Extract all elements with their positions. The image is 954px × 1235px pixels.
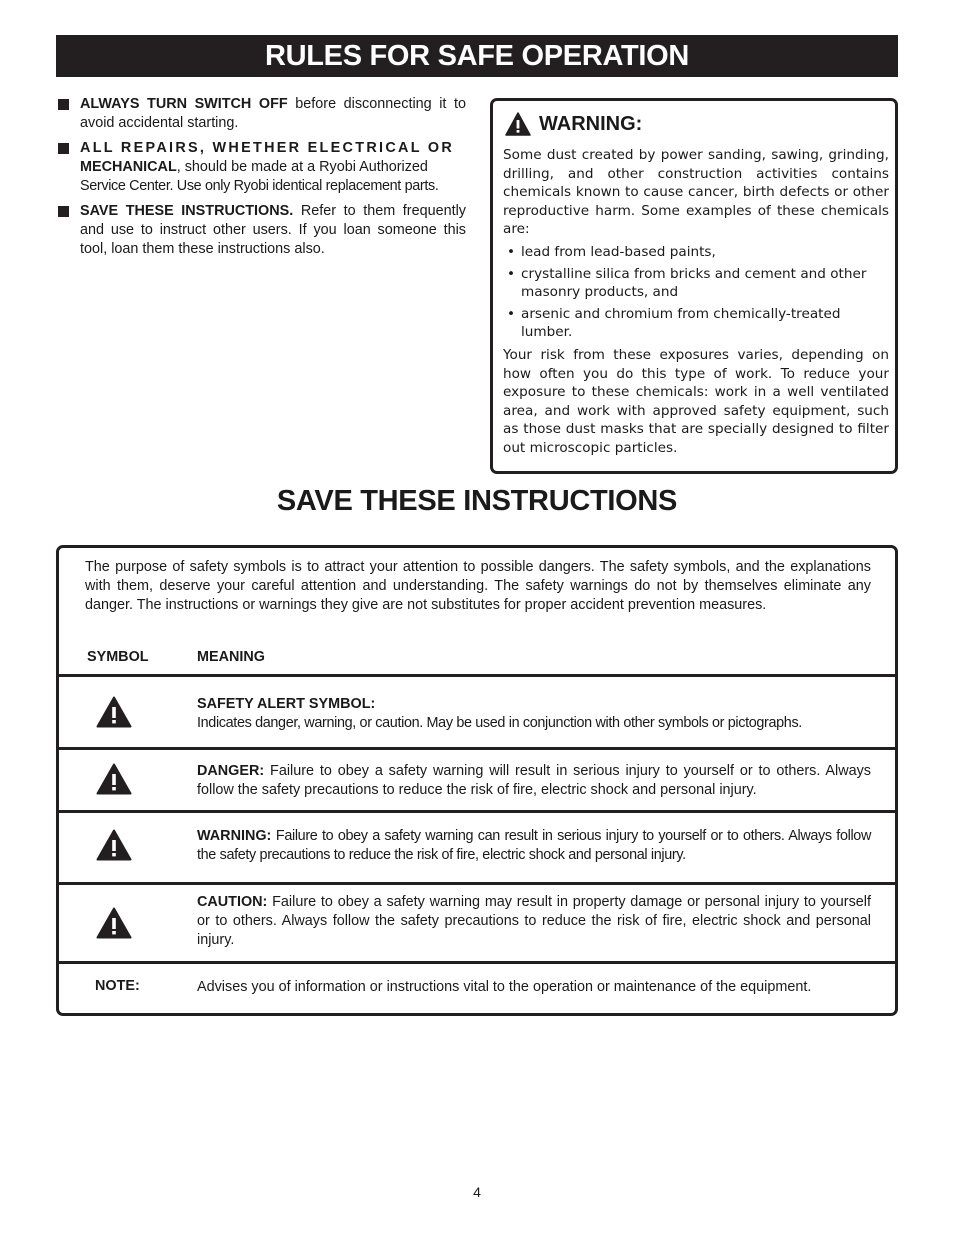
- warning-box: [490, 98, 898, 474]
- save-instructions-title: SAVE THESE INSTRUCTIONS: [276, 485, 678, 517]
- rule-bold-text: ALL REPAIRS, WHETHER ELECTRICAL OR: [80, 140, 455, 156]
- square-bullet-icon: [58, 143, 69, 154]
- column-header-symbol: SYMBOL: [87, 649, 149, 665]
- warning-intro: Some dust created by power sanding, sawing, grinding, drilling, and other construction activities contains chemicals known to cause cancer, birth defects or other reproductive harm. Some examples of these chemicals are:: [503, 147, 889, 238]
- rule-bold-text: SAVE THESE INSTRUCTIONS.: [80, 203, 294, 219]
- safety-alert-icon: [96, 696, 132, 728]
- rule-item: [58, 139, 466, 196]
- symbol-row-description: Failure to obey a safety warning may result in property damage or personal injury to yourself or to others. Always follow the safety precautions to reduce the risk of fire, electric shock and personal injury.: [197, 894, 871, 948]
- symbol-row-text: [197, 827, 871, 865]
- rule-text: , should be made at a Ryobi Authorized: [176, 159, 428, 175]
- warning-list-item: • lead from lead-based paints,: [503, 243, 889, 262]
- symbol-row-label: CAUTION:: [197, 894, 268, 910]
- rules-list: [58, 95, 466, 265]
- rule-text: Refer to them frequently and use to instruct other users. If you loan someone this tool, loan them these instructions also.: [80, 203, 467, 257]
- warning-heading: [505, 112, 642, 136]
- note-text: Advises you of information or instructions vital to the operation or maintenance of the equipment.: [197, 979, 812, 995]
- symbol-row-text: [197, 695, 871, 733]
- symbols-intro: The purpose of safety symbols is to attract your attention to possible dangers. The safety symbols, and the explanations with them, deserve your careful attention and understanding. The safety warnings do not by themselves eliminate any danger. The instructions or warnings they give are not substitutes for proper accident prevention measures.: [85, 559, 871, 613]
- page-number: 4: [473, 1184, 481, 1200]
- rule-item: [58, 202, 466, 259]
- symbol-row-description: Failure to obey a safety warning can result in serious injury to yourself or to others. Always follow the safety precautions to reduce the risk of fire, electric shock and personal injury.: [197, 828, 871, 863]
- symbol-row-label: SAFETY ALERT SYMBOL:: [197, 696, 376, 712]
- warning-list-item: • crystalline silica from bricks and cement and other masonry products, and: [503, 265, 889, 302]
- row-divider: [59, 674, 895, 677]
- safety-alert-icon: [96, 829, 132, 861]
- page-header-banner: [56, 35, 898, 77]
- row-divider: [59, 747, 895, 750]
- note-label: NOTE:: [95, 978, 140, 994]
- symbol-row-text: [197, 762, 871, 800]
- rule-bold-text: ALWAYS TURN SWITCH OFF: [80, 96, 288, 112]
- warning-body: [503, 146, 889, 458]
- page-title: RULES FOR SAFE OPERATION: [264, 40, 690, 72]
- warning-list-item: • arsenic and chromium from chemically-treated lumber.: [503, 305, 889, 342]
- row-divider: [59, 961, 895, 964]
- warning-heading-text: WARNING:: [539, 112, 643, 135]
- safety-alert-icon: [96, 763, 132, 795]
- safety-alert-icon: [96, 907, 132, 939]
- square-bullet-icon: [58, 206, 69, 217]
- column-header-meaning: MEANING: [197, 649, 265, 665]
- warning-list: [503, 243, 889, 342]
- warning-closing: Your risk from these exposures varies, depending on how often you do this type of work. To reduce your exposure to these chemicals: work in a well ventilated area, and work with approved safety equipment, such as those dust masks that are specially designed to filter out microscopic particles.: [503, 346, 889, 456]
- symbol-row-description: Indicates danger, warning, or caution. May be used in conjunction with other symbols or pictographs.: [197, 715, 802, 731]
- rule-text: Service Center. Use only Ryobi identical replacement parts.: [80, 178, 439, 194]
- row-divider: [59, 810, 895, 813]
- symbol-row-label: DANGER:: [197, 763, 265, 779]
- rule-text: before disconnecting it to avoid accidental starting.: [80, 96, 467, 131]
- symbol-row-description: Failure to obey a safety warning will result in serious injury to yourself or to others. Always follow the safety precautions to reduce the risk of fire, electric shock and personal injury.: [197, 763, 871, 798]
- square-bullet-icon: [58, 99, 69, 110]
- row-divider: [59, 882, 895, 885]
- symbol-row-text: [197, 893, 871, 950]
- symbol-row-label: WARNING:: [197, 828, 272, 844]
- rule-item: [58, 95, 466, 133]
- warning-triangle-icon: [505, 112, 531, 136]
- safety-symbols-table: [56, 545, 898, 1016]
- rule-bold-text: MECHANICAL: [80, 159, 177, 175]
